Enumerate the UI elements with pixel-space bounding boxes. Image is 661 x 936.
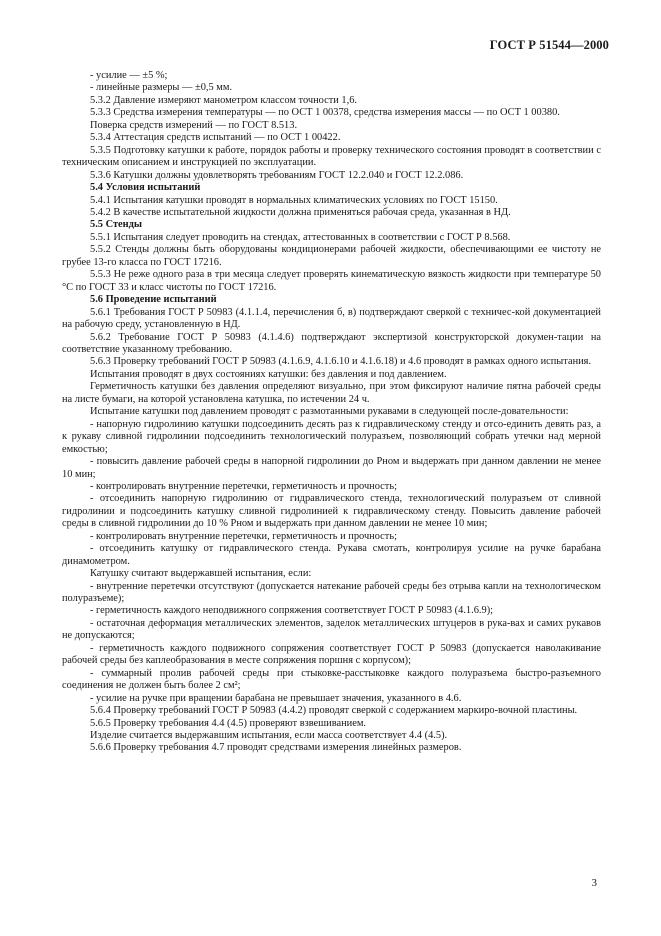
paragraph: - отсоединить напорную гидролинию от гидравлического стенда, технологический полуразъем от сливной гидролинии и подсоединить катушку сливной гидролинией к гидравлическому стенду. Повысить давление рабочей среды в сливной гидролинии до 10 % Pном и выдержать при данном давлении не менее 10 мин; — [62, 493, 601, 530]
document-body — [62, 70, 601, 755]
paragraph: Изделие считается выдержавшим испытания, если масса соответствует 4.4 (4.5). — [90, 730, 448, 742]
paragraph: Герметичность катушки без давления определяют визуально, при этом фиксируют наличие пятна рабочей среды на листе бумаги, на которой установлена катушка, по истечении 24 ч. — [62, 381, 601, 405]
paragraph: 5.3.5 Подготовку катушки к работе, порядок работы и проверку технического состояния проводят в соответствии с техническим описанием и инструкцией по эксплуатации. — [62, 144, 601, 169]
paragraph: 5.4.1 Испытания катушки проводят в нормальных климатических условиях по ГОСТ 15150. — [90, 194, 498, 206]
paragraph: Поверка средств измерений — по ГОСТ 8.513. — [90, 119, 298, 131]
paragraph: 5.6.4 Проверку требований ГОСТ Р 50983 (4.4.2) проводят сверкой с содержанием маркиро-вочной пластины. — [90, 705, 578, 717]
paragraph: 5.5.3 Не реже одного раза в три месяца следует проверять кинематическую вязкость жидкости при температуре 50 °С по ГОСТ 33 и класс чистоты по ГОСТ 17216. — [62, 269, 601, 293]
paragraph: 5.3.2 Давление измеряют манометром классом точности 1,6. — [90, 94, 358, 106]
paragraph: 5.3.3 Средства измерения температуры — по ОСТ 1 00378, средства измерения массы — по ОСТ 1 00380. — [90, 107, 560, 119]
section-heading: 5.5 Стенды — [90, 219, 143, 231]
paragraph: - суммарный пролив рабочей среды при стыковке-расстыковке каждого полуразъема быстро-разъемного соединения не должен быть более 2 см²; — [62, 667, 601, 692]
paragraph: - контролировать внутренние перетечки, герметичность и прочность; — [90, 480, 397, 492]
paragraph: - герметичность каждого подвижного сопряжения соответствует ГОСТ Р 50983 (допускается наволакивание рабочей среды без каплеобразования в месте сопряжения поршня с корпусом); — [62, 642, 601, 667]
section-heading: 5.6 Проведение испытаний — [90, 294, 217, 306]
paragraph: 5.6.3 Проверку требований ГОСТ Р 50983 (4.1.6.9, 4.1.6.10 и 4.1.6.18) и 4.6 проводят в рамках одного испытания. — [90, 356, 592, 368]
paragraph: 5.6.1 Требования ГОСТ Р 50983 (4.1.1.4, перечисления б, в) подтверждают сверкой с техничес-кой документацией на рабочую среду, установленную в НД. — [62, 306, 601, 331]
paragraph: - напорную гидролинию катушки подсоединить десять раз к гидравлическому стенду и отсо-единить девять раз, а к рукаву сливной гидролинии подсоединить технологический полуразъем, позволяющий собрать утечки над мерной емкостью; — [62, 418, 601, 455]
paragraph: 5.6.6 Проверку требования 4.7 проводят средствами измерения линейных размеров. — [90, 742, 462, 754]
paragraph: - усилие на ручке при вращении барабана не превышает значения, указанного в 4.6. — [90, 692, 462, 704]
standard-header: ГОСТ Р 51544—2000 — [489, 38, 609, 52]
paragraph: Катушку считают выдержавшей испытания, если: — [90, 568, 312, 580]
paragraph: - линейные размеры — ±0,5 мм. — [90, 82, 233, 94]
paragraph: - повысить давление рабочей среды в напорной гидролинии до Pном и выдержать при данном давлении не менее 10 мин; — [62, 456, 601, 480]
paragraph: - усилие — ±5 %; — [90, 70, 168, 81]
paragraph: 5.4.2 В качестве испытательной жидкости должна применяться рабочая среда, указанная в НД. — [90, 206, 511, 218]
page-number: 3 — [591, 877, 597, 889]
paragraph: 5.3.6 Катушки должны удовлетворять требованиям ГОСТ 12.2.040 и ГОСТ 12.2.086. — [90, 169, 464, 181]
paragraph: - отсоединить катушку от гидравлического стенда. Рукава смотать, контролируя усилие на ручке барабана динамометром. — [62, 543, 601, 567]
paragraph: - остаточная деформация металлических элементов, заделок металлических штуцеров в рука-вах и самих рукавов не допускаются; — [62, 617, 601, 642]
paragraph: 5.6.2 Требование ГОСТ Р 50983 (4.1.4.6) подтверждают экспертизой конструкторской докумен-тации на соответствие указанному требованию. — [62, 331, 601, 355]
paragraph: Испытания проводят в двух состояниях катушки: без давления и под давлением. — [90, 368, 447, 380]
paragraph: 5.5.1 Испытания следует проводить на стендах, аттестованных в соответствии с ГОСТ Р 8.568. — [90, 231, 511, 243]
section-heading: 5.4 Условия испытаний — [90, 182, 201, 194]
paragraph: - контролировать внутренние перетечки, герметичность и прочность; — [90, 530, 397, 542]
paragraph: - герметичность каждого неподвижного сопряжения соответствует ГОСТ Р 50983 (4.1.6.9); — [90, 605, 494, 617]
paragraph: 5.6.5 Проверку требования 4.4 (4.5) проверяют взвешиванием. — [90, 717, 367, 729]
paragraph: 5.3.4 Аттестация средств испытаний — по ОСТ 1 00422. — [90, 132, 341, 144]
paragraph: Испытание катушки под давлением проводят с размотанными рукавами в следующей после-довательности: — [90, 406, 569, 418]
paragraph: 5.5.2 Стенды должны быть оборудованы кондиционерами рабочей жидкости, обеспечивающими ее чистоту не грубее 13-го класса по ГОСТ 17216. — [62, 244, 601, 268]
paragraph: - внутренние перетечки отсутствуют (допускается натекание рабочей среды без отрыва капли на технологическом полуразъеме); — [62, 580, 601, 605]
